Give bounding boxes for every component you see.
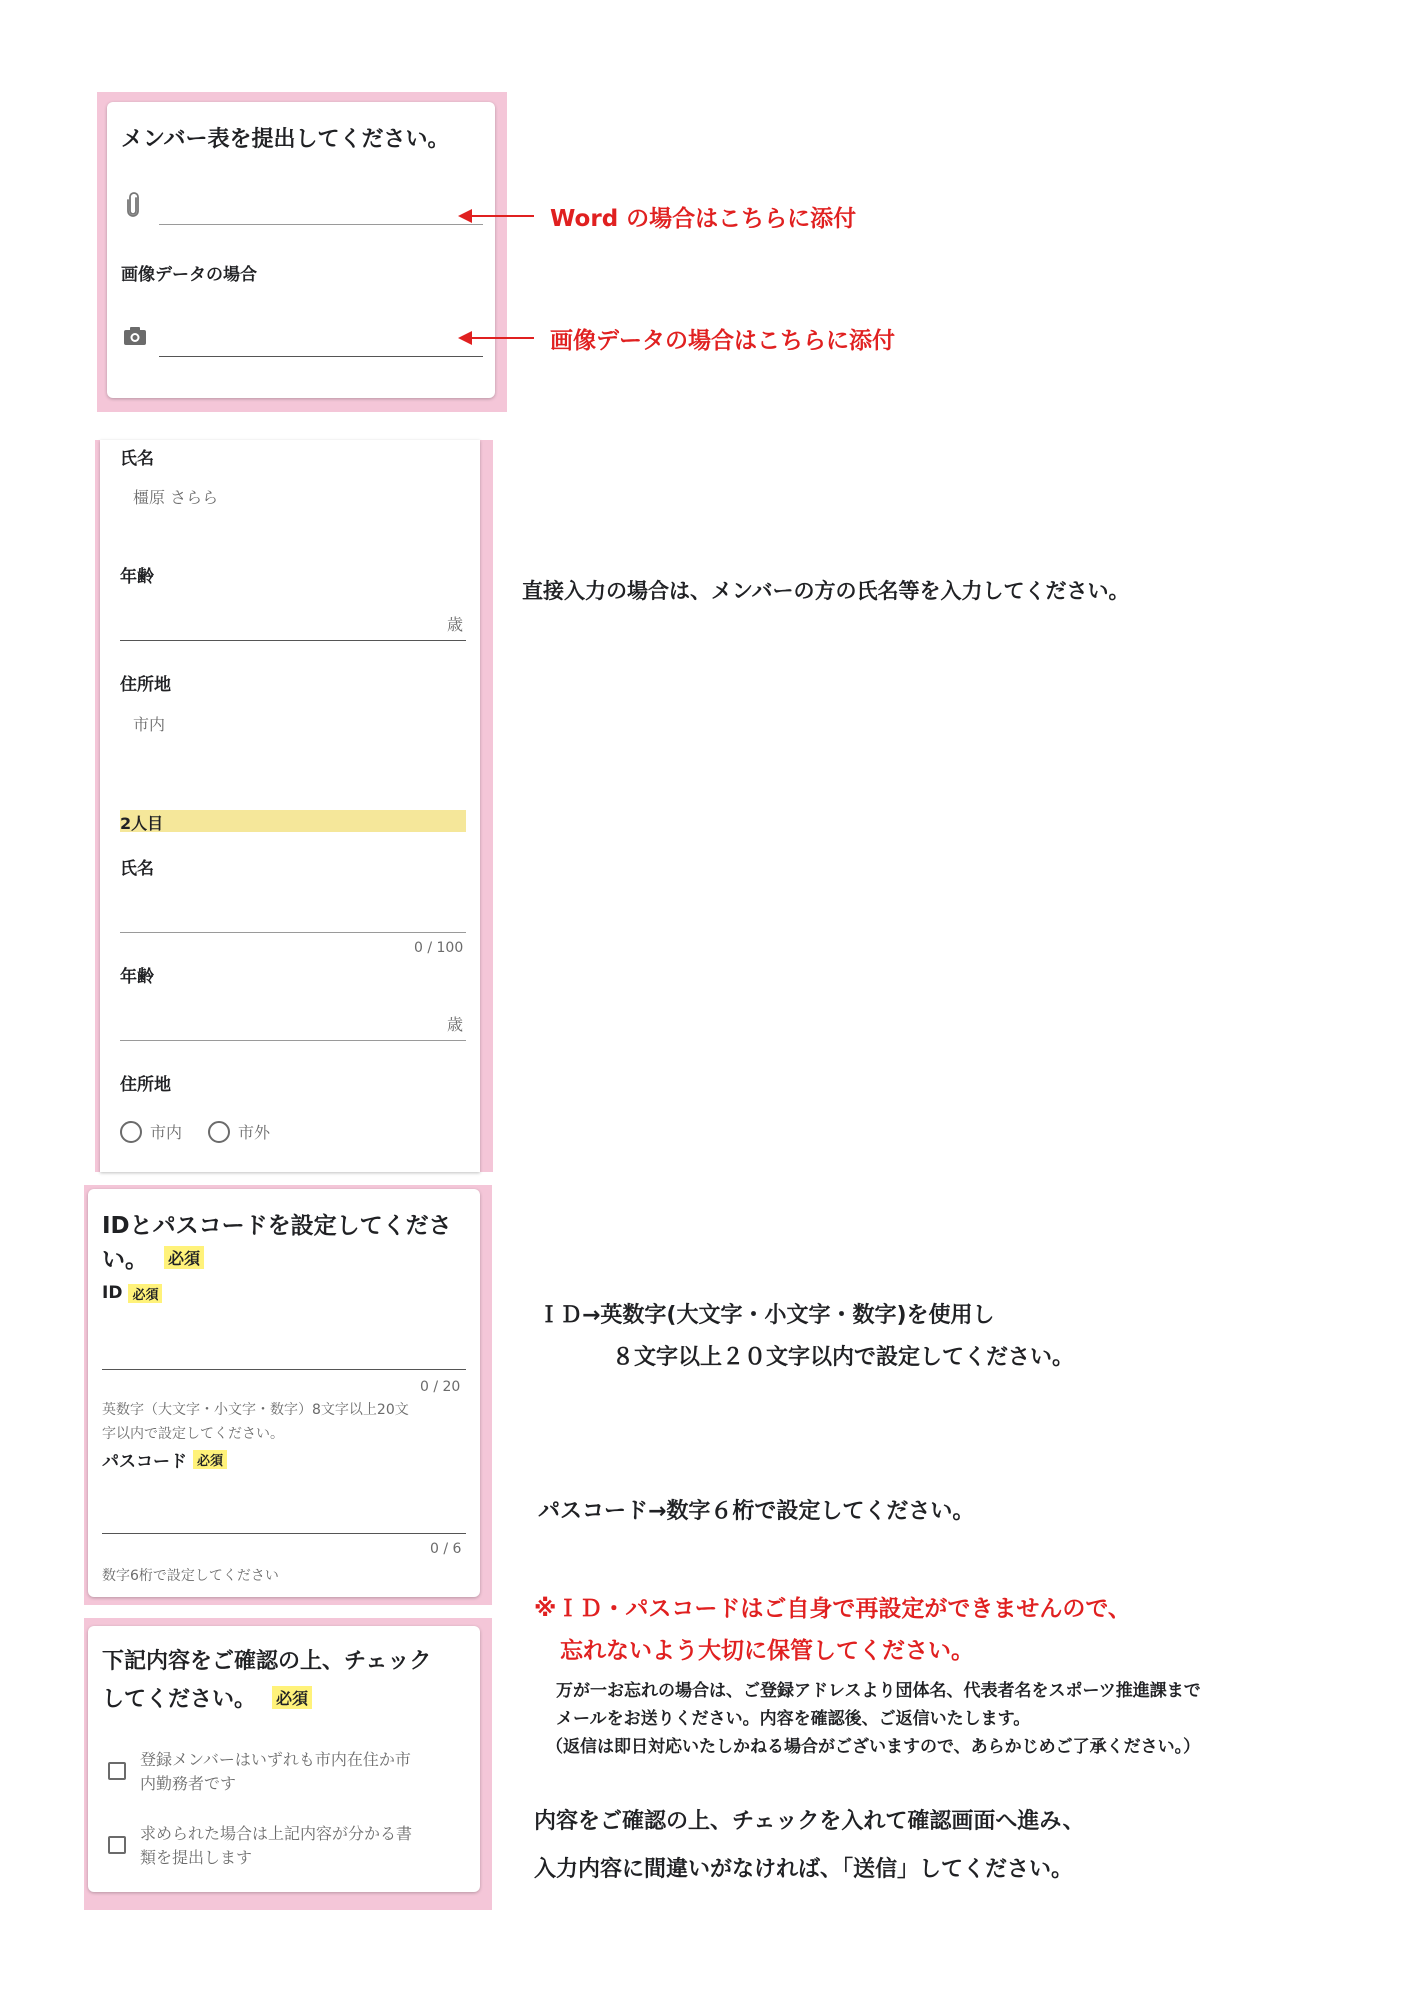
id-note-line2: ８文字以上２０文字以内で設定してください。 [612,1345,1075,1370]
warning-line2: 忘れないよう大切に保管してください。 [560,1638,974,1664]
age-label: 年齢 [120,567,154,587]
address2-label: 住所地 [120,1075,171,1095]
word-file-input[interactable] [159,224,483,225]
age-suffix: 歳 [447,615,464,634]
age-input[interactable] [120,640,466,641]
id-help-line2: 字以内で設定してください。 [102,1426,284,1442]
required-badge: 必須 [128,1284,162,1303]
checkbox-icon[interactable] [108,1762,126,1780]
address-label: 住所地 [120,675,171,695]
required-badge: 必須 [164,1246,204,1269]
id-help-line1: 英数字（大文字・小文字・数字）8文字以上20文 [102,1402,409,1418]
id-note-line1: ＩＤ→英数字(大文字・小文字・数字)を使用し [538,1303,995,1328]
radio-label-inside: 市内 [150,1123,183,1142]
member-card [100,440,480,1172]
checkbox-2-text [140,1822,412,1870]
confirm-checkbox-1[interactable] [108,1748,411,1796]
id-input[interactable] [102,1369,466,1370]
warning-line1: ※ＩＤ・パスコードはご自身で再設定ができませんので、 [534,1596,1131,1622]
person2-heading-bar [120,810,466,832]
image-arrow-line [470,337,534,339]
pass-help: 数字6桁で設定してください [102,1568,279,1584]
name-label: 氏名 [120,449,154,469]
final-line2: 入力内容に間違いがなければ、「送信」してください。 [534,1857,1074,1882]
upload-card [107,102,495,398]
name-value[interactable]: 橿原 さらら [133,488,219,507]
checkbox-2-line2: 類を提出します [140,1848,253,1867]
checkbox-icon[interactable] [108,1836,126,1854]
direct-input-note: 直接入力の場合は、メンバーの方の氏名等を入力してください。 [522,579,1130,603]
pass-note: パスコード→数字６桁で設定してください。 [538,1499,975,1524]
name2-label: 氏名 [120,859,154,879]
radio-option-inside[interactable] [120,1120,182,1143]
image-attach-note: 画像データの場合はこちらに添付 [550,328,895,354]
age2-input[interactable] [120,1040,466,1041]
checkbox-2-line1: 求められた場合は上記内容が分かる書 [140,1824,413,1843]
forgot-line3: （返信は即日対応いたしかねる場合がございますので、あらかじめご了承ください。） [546,1737,1201,1757]
image-data-label: 画像データの場合 [121,265,257,285]
confirm-checkbox-2[interactable] [108,1822,412,1870]
required-badge: 必須 [272,1686,312,1709]
address-value[interactable]: 市内 [133,715,166,734]
word-attach-note: Word の場合はこちらに添付 [550,206,857,232]
confirm-card [88,1626,480,1892]
camera-icon[interactable] [123,326,147,346]
pass-label: パスコード [102,1452,187,1472]
name2-input[interactable] [120,932,466,933]
pass-counter: 0 / 6 [430,1541,462,1557]
id-counter: 0 / 20 [420,1379,461,1395]
id-question-title-line2 [102,1241,204,1274]
forgot-line2: メールをお送りください。内容を確認後、ご返信いたします。 [556,1709,1031,1729]
age2-label: 年齢 [120,967,154,987]
paperclip-icon[interactable] [125,192,141,218]
id-card [88,1189,480,1597]
required-badge: 必須 [193,1450,227,1469]
word-arrow-line [470,215,534,217]
forgot-line1: 万が一お忘れの場合は、ご登録アドレスより団体名、代表者名をスポーツ推進課まで [556,1681,1201,1701]
upload-question-title: メンバー表を提出してください。 [121,127,450,152]
confirm-title-tail: してください。 [102,1687,257,1712]
pass-label-row [102,1447,227,1472]
id-label: ID [102,1283,123,1303]
image-file-input[interactable] [159,356,483,357]
person2-heading: 2人目 [120,814,164,833]
confirm-title-line2 [102,1682,312,1713]
pass-input[interactable] [102,1533,466,1534]
confirm-title-line1: 下記内容をご確認の上、チェック [102,1649,432,1674]
age2-suffix: 歳 [447,1015,464,1034]
name2-counter: 0 / 100 [414,940,464,956]
checkbox-1-line1: 登録メンバーはいずれも市内在住か市 [140,1750,411,1769]
id-title-tail: い。 [102,1247,148,1273]
id-question-title-line1: IDとパスコードを設定してくださ [102,1213,452,1239]
radio-circle-icon[interactable] [208,1121,230,1143]
checkbox-1-line2: 内勤務者です [140,1774,237,1793]
radio-option-outside[interactable] [208,1120,270,1143]
final-line1: 内容をご確認の上、チェックを入れて確認画面へ進み、 [534,1809,1085,1834]
radio-label-outside: 市外 [238,1123,271,1142]
id-label-row [102,1283,162,1303]
radio-circle-icon[interactable] [120,1121,142,1143]
checkbox-1-text [140,1748,411,1796]
